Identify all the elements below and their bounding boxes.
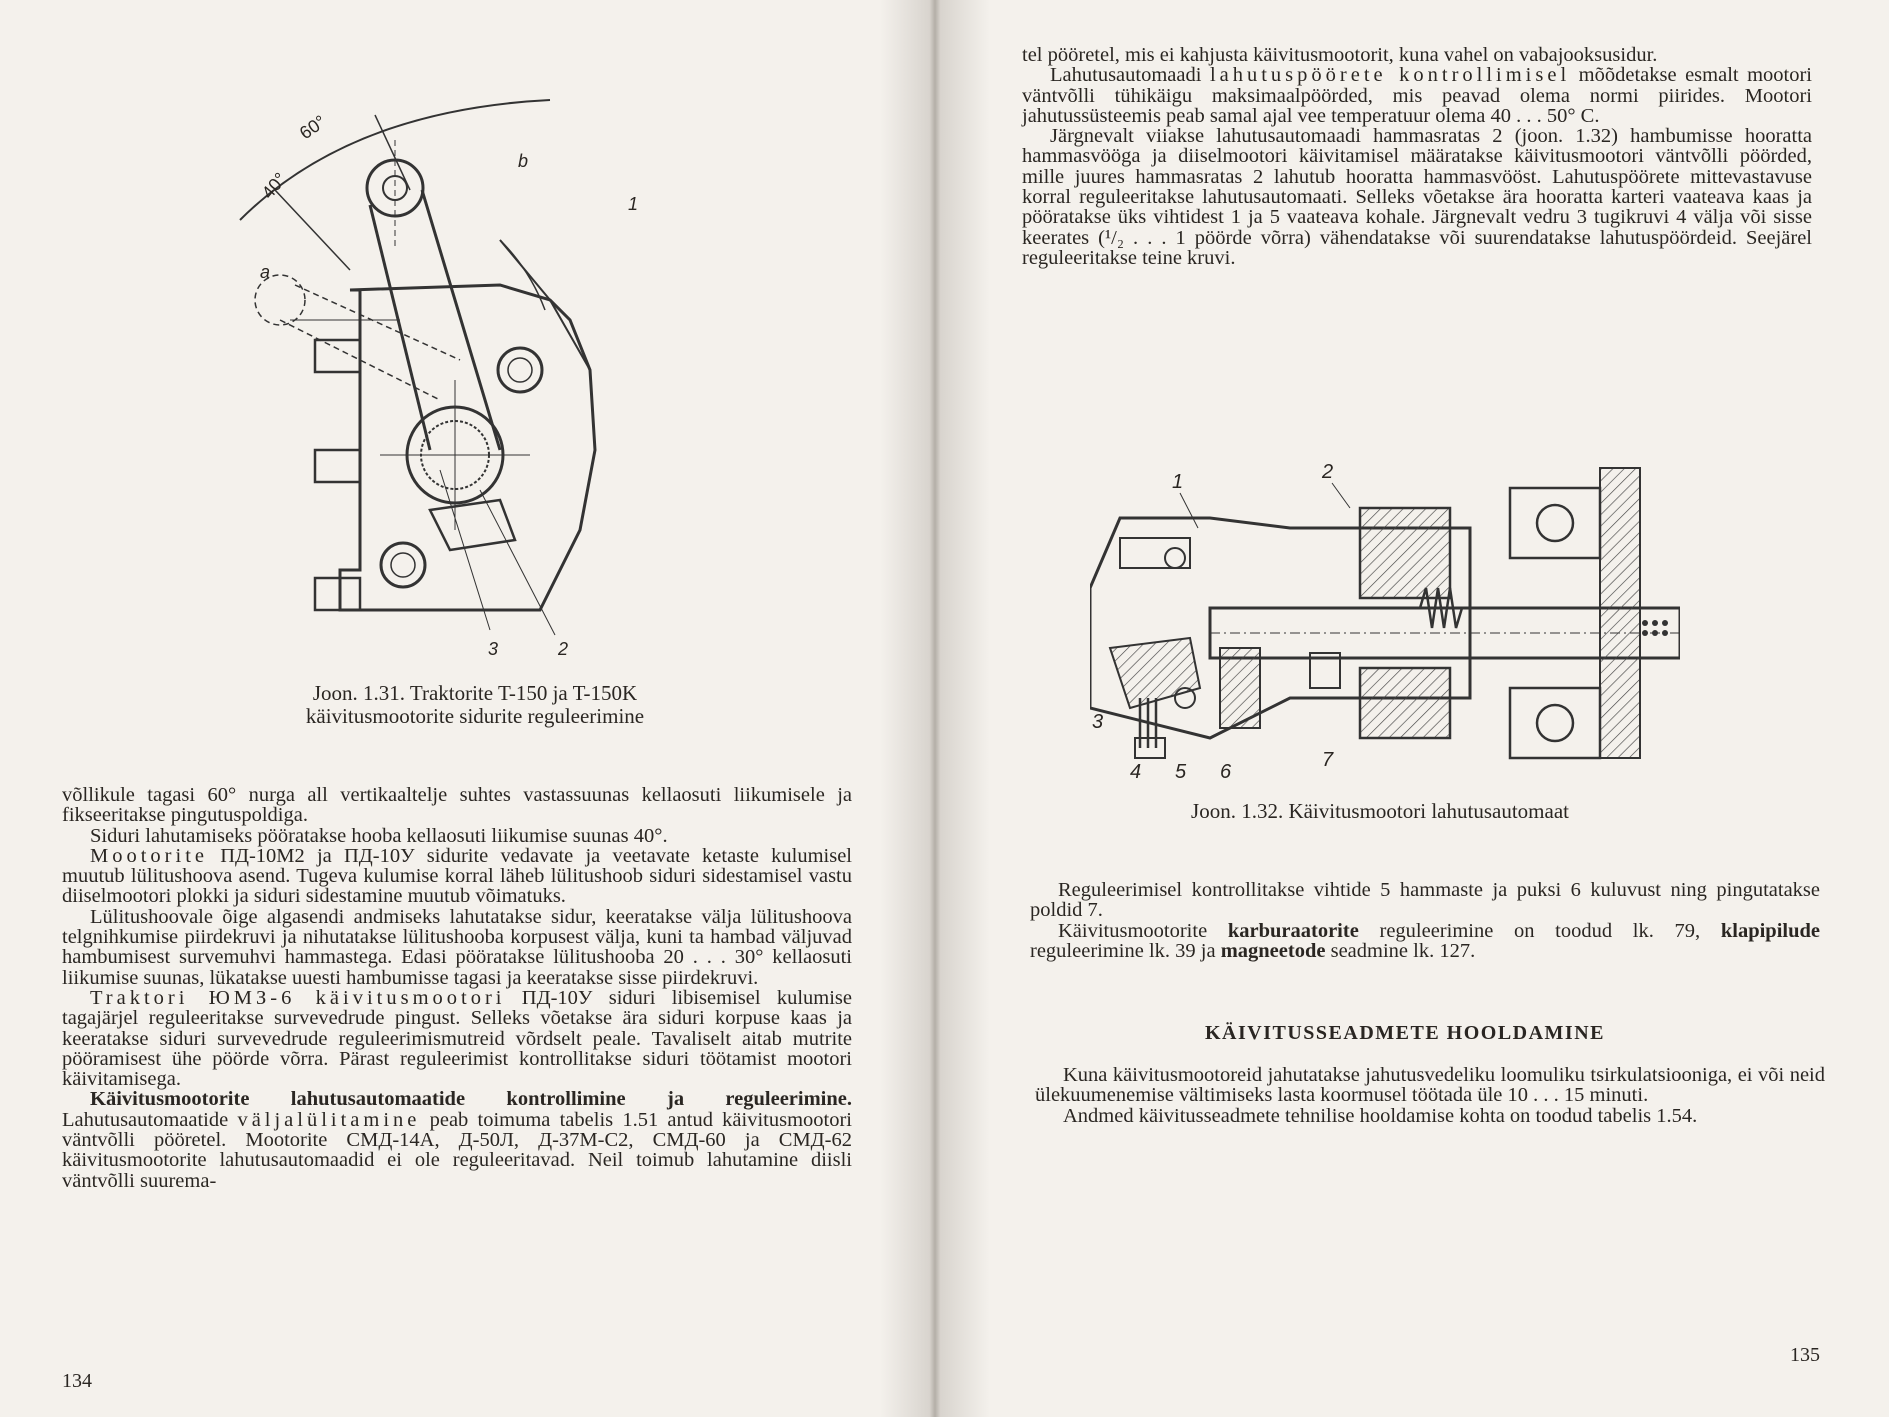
fig2-part-7-label: 7 [1322, 749, 1334, 771]
bold-term: magneetode [1220, 939, 1326, 962]
paragraph [62, 988, 852, 1089]
section-heading: KÄIVITUSSEADMETE HOOLDAMINE [1205, 1022, 1606, 1044]
right-body-text-mid [1030, 880, 1820, 961]
part-1-label: 1 [628, 194, 639, 214]
caption-line-2: käivitusmootorite sidurite reguleerimine [305, 704, 645, 728]
paragraph-text: ПД-10У siduri libisemisel kulumise tagajärjel reguleeritakse survevedrude pingust. Selleks võetakse ära siduri korpuse kaas ja keeratakse siduri survevedrude reguleerimismutreid võrdselt peale. Tavaliselt aitab mutrite pööramisest ühe pöörde võrra. Pärast reguleerimist kontrollitakse siduri töötamist mootori käivitamisega. [62, 986, 852, 1091]
paragraph: Kuna käivitusmootoreid jahutatakse jahutusvedeliku loomuliku tsirkulatsiooniga, ei või neid ülekuumenemise vältimiseks lasta koormusel töötada üle 10 . . . 15 minuti. [1035, 1064, 1825, 1107]
fig2-part-5-label: 5 [1175, 761, 1187, 783]
paragraph: Lülitushoovale õige algasendi andmiseks lahutatakse sidur, keeratakse välja lülitushoova telgnihkumise piirdekruvi ja nihutatakse lülitushooba korpusest välja, kuni ta hambad väljuvad hambumisest survemuhvi hammastega. Edasi pööratakse lülitushooba 20 . . . 30° kellaosuti liikumise suunas, lükatakse uuesti hambumisse tagasi ja keeratakse sisse piirdekruvi. [62, 905, 852, 989]
figure-1-31-caption [220, 682, 730, 728]
right-page [930, 0, 1889, 1417]
paragraph: võllikule tagasi 60° nurga all vertikaaltelje suhtes vastassuunas kellaosuti liikumisele ja fikseeritakse pingutuspoldiga. [62, 784, 852, 827]
fig2-part-3-label: 3 [1092, 711, 1104, 733]
paragraph-text: reguleerimine lk. 39 ja [1030, 939, 1221, 962]
paragraph: tel pööretel, mis ei kahjusta käivitusmootorit, kuna vahel on vabajooksusidur. [1022, 44, 1658, 66]
paragraph-text: mõõdetakse esmalt mootori väntvõlli tühikäigu maksimaalpöörded, mis peavad olema normi piirides. Mootori jahutussüsteemis peab samal ajal vee temperatuur olema 40 . . . 50° C. [1022, 64, 1812, 127]
paragraph-text: Lahutusautomaadi [1050, 64, 1210, 87]
right-body-text-top [1022, 45, 1812, 268]
left-body-text [62, 785, 852, 1191]
part-3-label: 3 [488, 639, 499, 659]
page-number: 135 [1790, 1344, 1820, 1366]
right-body-text-bottom [1035, 1065, 1825, 1126]
part-2-label: 2 [558, 639, 569, 659]
bold-term: klapipilude [1720, 919, 1820, 942]
paragraph [62, 1089, 852, 1190]
paragraph: Siduri lahutamiseks pööratakse hooba kellaosuti liikumise suunas 40°. [90, 824, 668, 847]
paragraph-text: peab toimuma tabelis 1.51 antud käivitusmootori väntvõlli pööretel. Mootorite СМД-14А, Д-50Л, Д-37М-С2, СМД-60 ja СМД-62 käivitusmootorite lahutusautomaadid ei ole reguleeritavad. Neil toimub lahutamine diisli väntvõlli suurema- [62, 1108, 852, 1192]
fig2-part-4-label: 4 [1130, 761, 1142, 783]
bold-heading: Käivitusmootorite lahutusautomaatide kontrollimine ja reguleerimine. [90, 1088, 852, 1111]
paragraph-text: reguleerimine on toodud lk. 79, [1358, 919, 1721, 942]
bold-term: karburaatorite [1227, 919, 1359, 942]
left-page [0, 0, 930, 1417]
paragraph [1022, 65, 1812, 126]
angle-40-label: 40° [257, 168, 291, 203]
paragraph: Andmed käivitusseadmete tehnilise hooldamise kohta on toodud tabelis 1.54. [1063, 1104, 1698, 1127]
paragraph-text: Lahutusautomaatide [62, 1108, 238, 1131]
paragraph [1030, 921, 1820, 962]
angle-60-label: 60° [295, 111, 330, 144]
spaced-term: lahutuspöörete kontrollimisel [1209, 64, 1571, 87]
figure-1-31 [200, 70, 730, 670]
position-a-label: a [260, 262, 271, 282]
spaced-term: väljalülitamine [237, 1108, 421, 1131]
fig2-part-1-label: 1 [1172, 471, 1184, 493]
figure-1-32-caption: Joon. 1.32. Käivitusmootori lahutusautomaat [1191, 799, 1569, 823]
fig2-part-2-label: 2 [1322, 461, 1334, 483]
spaced-term: Traktori ЮМЗ-6 käivitusmootori [90, 986, 506, 1009]
position-b-label: b [518, 151, 529, 171]
paragraph: Järgnevalt viiakse lahutusautomaadi hammasratas 2 (joon. 1.32) hambumisse hooratta hammasvööga ja diiselmootori käivitamisel määratakse käivitusmootori väntvõlli pöörded, mille juures hammasratas 2 lahutub hooratta hammasvööst. Lahutuspöörete mittevastavuse korral reguleeritakse lahutusautomaati. Selleks võetakse ära hooratta karteri vaateava kaas ja pööratakse üks vihtidest 1 ja 5 vaateava kohale. Järgnevalt vedru 3 tugikruvi 4 välja või sisse keerates (¹/₂ . . . 1 pöörde võrra) vähendatakse või suurendatakse lahutuspöördeid. Seejärel reguleeritakse teine kruvi. [1022, 125, 1812, 269]
paragraph-text: seadmine lk. 127. [1325, 939, 1476, 962]
paragraph-text: Käivitusmootorite [1058, 919, 1228, 942]
spaced-term: Mootorite [90, 844, 208, 867]
fig2-part-6-label: 6 [1220, 761, 1232, 783]
paragraph-text: ПД-10М2 ja ПД-10У sidurite vedavate ja veetavate ketaste kulumisel muutub lülitushoova asend. Tugeva kulumise korral läheb lülitushoob siduri sidestamisel vastu diiselmootori plokki ja siduri sidestamine muutub võimatuks. [62, 844, 852, 908]
figure-1-32 [1090, 448, 1680, 798]
paragraph [62, 846, 852, 907]
paragraph: Reguleerimisel kontrollitakse vihtide 5 hammaste ja puksi 6 kuluvust ning pingutatakse poldid 7. [1030, 879, 1820, 922]
page-number: 134 [62, 1370, 92, 1392]
caption-line-1: Joon. 1.31. Traktorite T-150 ja T-150K [312, 681, 638, 705]
